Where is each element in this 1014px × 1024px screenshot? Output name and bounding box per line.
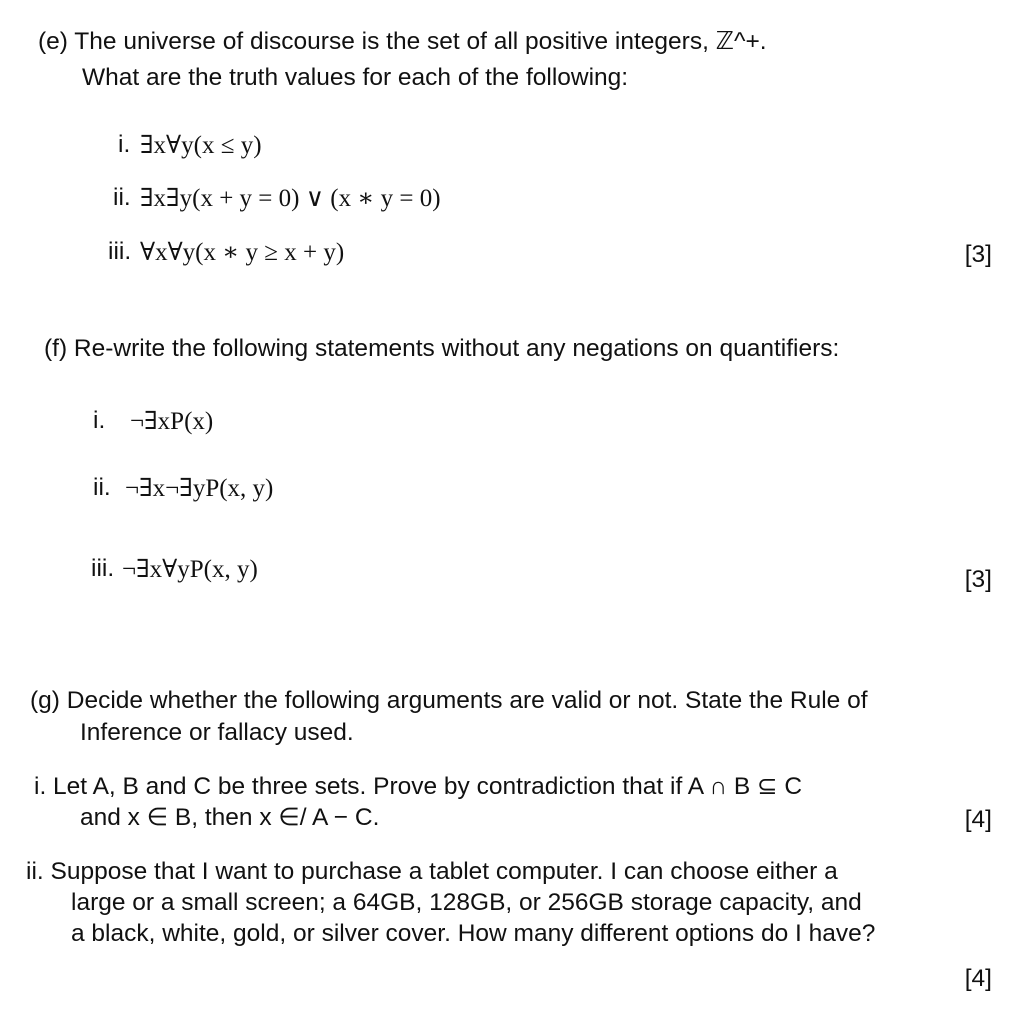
part-g-question-ii-line-3: a black, white, gold, or silver cover. How many different options do I have? <box>71 920 876 947</box>
part-f-item-iii-number: iii. <box>91 555 115 582</box>
part-e-item-ii-formula: ∃x∃y(x + y = 0) ∨ (x ∗ y = 0) <box>140 185 441 212</box>
part-f-heading: (f) Re-write the following statements without any negations on quantifiers: <box>44 335 840 362</box>
part-e-line-1: (e) The universe of discourse is the set of all positive integers, ℤ^+. <box>38 28 767 55</box>
part-g-question-ii-line-2: large or a small screen; a 64GB, 128GB, or 256GB storage capacity, and <box>71 889 862 916</box>
part-g-question-ii-marks: [4] <box>964 965 992 992</box>
part-e-item-iii-formula: ∀x∀y(x ∗ y ≥ x + y) <box>140 239 345 266</box>
part-e-item-iii-number: iii. <box>108 238 132 265</box>
part-e-line-2: What are the truth values for each of the following: <box>82 64 629 91</box>
part-g-question-i-line-2: and x ∈ B, then x ∈/ A − C. <box>80 804 380 831</box>
part-e-item-i-formula: ∃x∀y(x ≤ y) <box>140 132 262 159</box>
part-f-marks: [3] <box>964 566 992 593</box>
part-e-item-i-number: i. <box>118 131 131 158</box>
part-g-question-i-line-1: i. Let A, B and C be three sets. Prove by contradiction that if A ∩ B ⊆ C <box>34 773 803 800</box>
part-g-question-ii-line-1: ii. Suppose that I want to purchase a tablet computer. I can choose either a <box>26 858 838 885</box>
part-f-item-i-formula: ¬∃xP(x) <box>130 408 214 435</box>
part-e-marks: [3] <box>964 241 992 268</box>
part-f-item-ii-number: ii. <box>93 474 111 501</box>
part-g-line-1: (g) Decide whether the following arguments are valid or not. State the Rule of <box>30 687 868 714</box>
part-g-line-2: Inference or fallacy used. <box>80 719 354 746</box>
part-f-item-iii-formula: ¬∃x∀yP(x, y) <box>122 556 258 583</box>
part-f-item-i-number: i. <box>93 407 106 434</box>
part-g-question-i-marks: [4] <box>964 806 992 833</box>
part-f-item-ii-formula: ¬∃x¬∃yP(x, y) <box>125 475 274 502</box>
part-e-item-ii-number: ii. <box>113 184 131 211</box>
